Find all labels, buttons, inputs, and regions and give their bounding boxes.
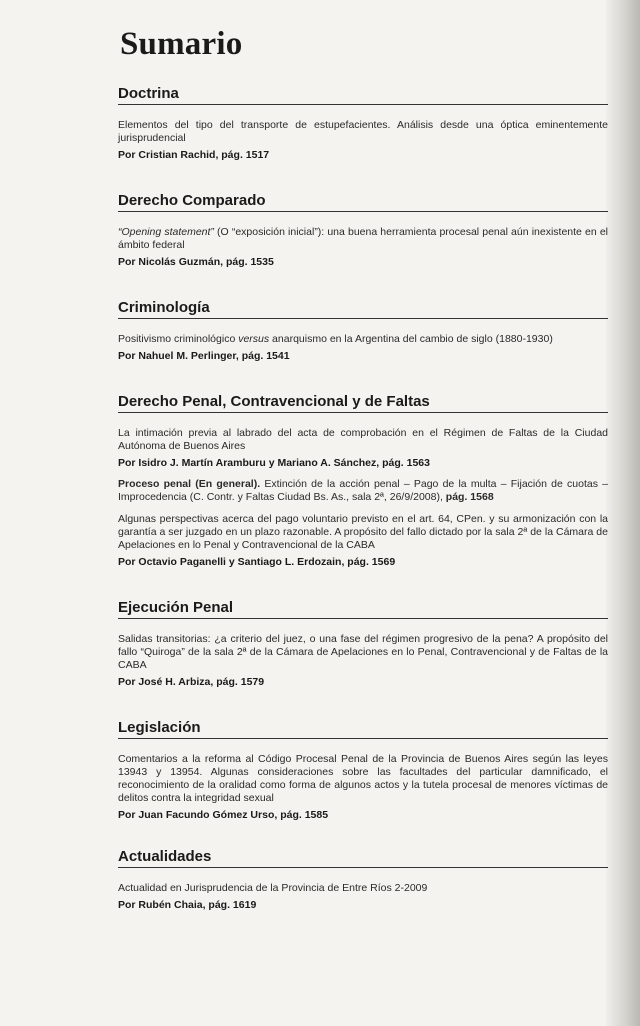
entry-bold-tail: pág. 1568 bbox=[445, 491, 494, 503]
entry-author: Por José H. Arbiza, pág. 1579 bbox=[118, 676, 265, 688]
section-legislacion bbox=[118, 719, 608, 821]
section-derecho-penal bbox=[118, 393, 608, 568]
entry bbox=[118, 333, 608, 362]
section-derecho-comparado bbox=[118, 192, 608, 268]
entry-author: Por Juan Facundo Gómez Urso, pág. 1585 bbox=[118, 809, 329, 821]
entry-author: Por Cristian Rachid, pág. 1517 bbox=[118, 149, 270, 161]
entry-author: Por Isidro J. Martín Aramburu y Mariano A. Sánchez, pág. 1563 bbox=[118, 457, 430, 469]
entry-author: Por Rubén Chaia, pág. 1619 bbox=[118, 899, 257, 911]
entry bbox=[118, 119, 608, 161]
section-title: Actualidades bbox=[118, 848, 608, 868]
section-criminologia bbox=[118, 299, 608, 362]
entry-text: Actualidad en Jurisprudencia de la Provincia de Entre Ríos 2-2009 bbox=[118, 882, 428, 894]
section-title: Legislación bbox=[118, 719, 608, 739]
entry-text: Comentarios a la reforma al Código Procesal Penal de la Provincia de Buenos Aires según las leyes 13943 y 13954. Algunas consideraciones sobre las facultades del particular damnificado, el reconocimiento de la oralidad como forma de algunos actos y la tutela procesal de menores víctimas de delitos contra la integridad sexual bbox=[118, 753, 608, 804]
page-title: Sumario bbox=[120, 26, 243, 62]
document-page bbox=[118, 26, 608, 920]
entry-text-italic: “Opening statement” bbox=[118, 226, 214, 238]
section-actualidades bbox=[118, 848, 608, 911]
entry-text: Salidas transitorias: ¿a criterio del juez, o una fase del régimen progresivo de la pena? A propósito del fallo “Quiroga” de la sala 2ª de la Cámara de Apelaciones en lo Penal, Contravencional y de Faltas de la CABA bbox=[118, 633, 608, 671]
entry-text bbox=[118, 333, 608, 346]
page-edge-shadow bbox=[606, 0, 640, 1026]
entry-text-italic: versus bbox=[238, 333, 270, 345]
entry-text-a: Positivismo criminológico bbox=[118, 333, 239, 345]
entry bbox=[118, 427, 608, 469]
section-title: Criminología bbox=[118, 299, 608, 319]
entry bbox=[118, 478, 608, 504]
entry-text-rest: (O “exposición inicial”): una buena herramienta procesal penal aún inexistente en el ámbito federal bbox=[118, 226, 608, 251]
entry-text bbox=[118, 478, 608, 504]
section-ejecucion-penal bbox=[118, 599, 608, 688]
entry-author: Por Octavio Paganelli y Santiago L. Erdozain, pág. 1569 bbox=[118, 556, 396, 568]
section-doctrina bbox=[118, 85, 608, 161]
entry bbox=[118, 633, 608, 688]
section-title: Doctrina bbox=[118, 85, 608, 105]
entry bbox=[118, 753, 608, 821]
entry-text-rest: Extinción de la acción penal – Pago de la multa – Fijación de cuotas – Improcedencia (C. Contr. y Faltas Ciudad Bs. As., sala 2ª, 26/9/2008), bbox=[118, 478, 608, 503]
entry-author: Por Nicolás Guzmán, pág. 1535 bbox=[118, 256, 274, 268]
section-title: Derecho Penal, Contravencional y de Faltas bbox=[118, 393, 608, 413]
entry bbox=[118, 226, 608, 268]
section-title: Derecho Comparado bbox=[118, 192, 608, 212]
entry-text bbox=[118, 226, 608, 252]
entry-text: Elementos del tipo del transporte de estupefacientes. Análisis desde una óptica eminentemente jurisprudencial bbox=[118, 119, 608, 144]
entry-text-b: anarquismo en la Argentina del cambio de siglo (1880-1930) bbox=[269, 333, 553, 345]
entry bbox=[118, 882, 608, 911]
entry-text: Algunas perspectivas acerca del pago voluntario previsto en el art. 64, CPen. y su armonización con la garantía a ser juzgado en un plazo razonable. A propósito del fallo dictado por la sala 2ª de la Cámara de Apelaciones en lo Penal y Contravencional de la CABA bbox=[118, 513, 608, 551]
entry bbox=[118, 513, 608, 568]
section-title: Ejecución Penal bbox=[118, 599, 608, 619]
entry-text: La intimación previa al labrado del acta de comprobación en el Régimen de Faltas de la Ciudad Autónoma de Buenos Aires bbox=[118, 427, 608, 452]
entry-bold-lead: Proceso penal (En general). bbox=[118, 478, 261, 490]
entry-author: Por Nahuel M. Perlinger, pág. 1541 bbox=[118, 350, 290, 362]
